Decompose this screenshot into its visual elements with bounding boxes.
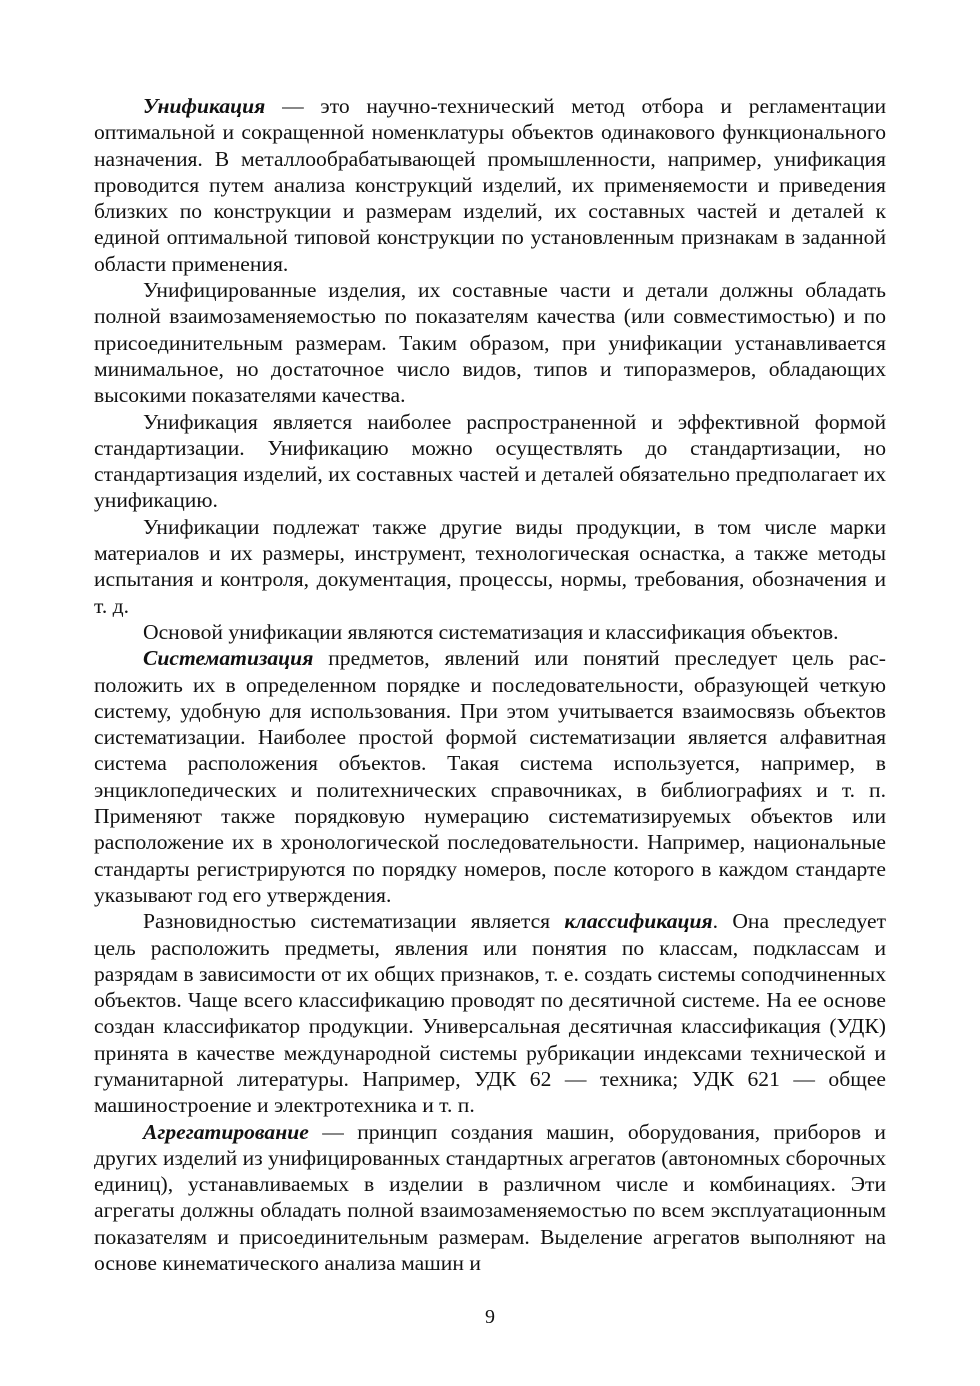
paragraph-unified-products bbox=[94, 277, 886, 408]
paragraph-text: Основой унификации являются систематизация и классификация объектов. bbox=[143, 619, 839, 644]
paragraph-text: предметов, явлений или понятий преследует цель расположить их в определенном порядке и последовательности, образующей четкую систему, удобную для использования. При этом учитывается взаимосвязь объектов систематизации. Наиболее простой формой систематизации является алфавитная система расположения объектов. Такая система используется, например, в энциклопедических и политехнических справочниках, в библиографиях и т. п. Применяют также порядковую нумерацию систематизируемых объектов или расположение их в хронологической последовательности. Например, национальные стандарты регистрируются по порядку номеров, после которого в каждом стандарте указывают год его утверждения. bbox=[94, 646, 886, 907]
paragraph-text: — принцип создания машин, оборудования, приборов и других изделий из унифицированных стандартных агрегатов (автономных сборочных единиц), устанавливаемых в изделии в различном числе и комбинациях. Эти агрегаты должны обладать полной взаимозаменяемостью по всем эксплуатационным показателям и присоединительным размерам. Выделение агрегатов выполняют на основе кинематического анализа машин и bbox=[94, 1119, 886, 1276]
term-systematization: Систематизация bbox=[143, 646, 314, 671]
paragraph-unification bbox=[94, 93, 886, 277]
paragraph-systematization bbox=[94, 645, 886, 908]
paragraph-text: Унификация является наиболее распространенной и эффективной формой стандартизации. Унификацию можно осуществлять до стандартизации, но стандартизация изделий, их составных частей и деталей обязательно предполагает их унификацию. bbox=[94, 409, 886, 513]
paragraph-text: . Она преследует цель расположить предметы, явления или понятия по классам, подклассам и разрядам в зависимости от их общих признаков, т. е. создать системы соподчиненных объектов. Чаще всего классификацию проводят по десятичной системе. На ее основе создан классификатор продукции. Универсальная десятичная классификация (УДК) принята в качестве международной системы рубрикации индексами технической и гуманитарной литературы. Например, УДК 62 — техника; УДК 621 — общее машиностроение и электротехника и т. п. bbox=[94, 909, 887, 1118]
paragraph-unification-basis bbox=[94, 619, 886, 645]
paragraph-lead: Разновидностью систематизации является bbox=[143, 909, 565, 934]
paragraph-text: Унифицированные изделия, их составные части и детали должны обладать полной взаимозаменяемостью по показателям качества (или совместимостью) и по присоединительным размерам. Таким образом, при унификации устанавливается минимальное, но достаточное число видов, типов и типоразмеров, обладающих высокими показателями качества. bbox=[94, 278, 886, 408]
paragraph-unification-scope bbox=[94, 514, 886, 619]
paragraph-aggregation bbox=[94, 1119, 886, 1277]
term-classification: классификация bbox=[564, 909, 713, 934]
paragraph-classification bbox=[94, 908, 886, 1118]
term-aggregation: Агрегатирование bbox=[143, 1119, 309, 1144]
paragraph-text: Унификации подлежат также другие виды продукции, в том числе марки материалов и их размеры, инструмент, технологическая оснастка, а также методы испытания и контроля, документация, процессы, нормы, требования, обозначения и т. д. bbox=[94, 514, 886, 618]
paragraph-unification-form bbox=[94, 409, 886, 514]
document-page bbox=[94, 93, 886, 1276]
paragraph-text: — это научно-технический метод отбора и регламентации оптимальной и сокращенной номенклатуры объектов одинакового функционального назначения. В металлообрабатывающей промышленности, например, унификация проводится путем анализа конструкций изделий, их применяемости и приведения близких по конструкции и размерам изделий, их составных частей и деталей к единой оптимальной типовой конструкции по установленным признакам в заданной области применения. bbox=[94, 94, 886, 276]
term-unification: Унификация bbox=[143, 94, 266, 118]
page-number: 9 bbox=[485, 1306, 495, 1328]
